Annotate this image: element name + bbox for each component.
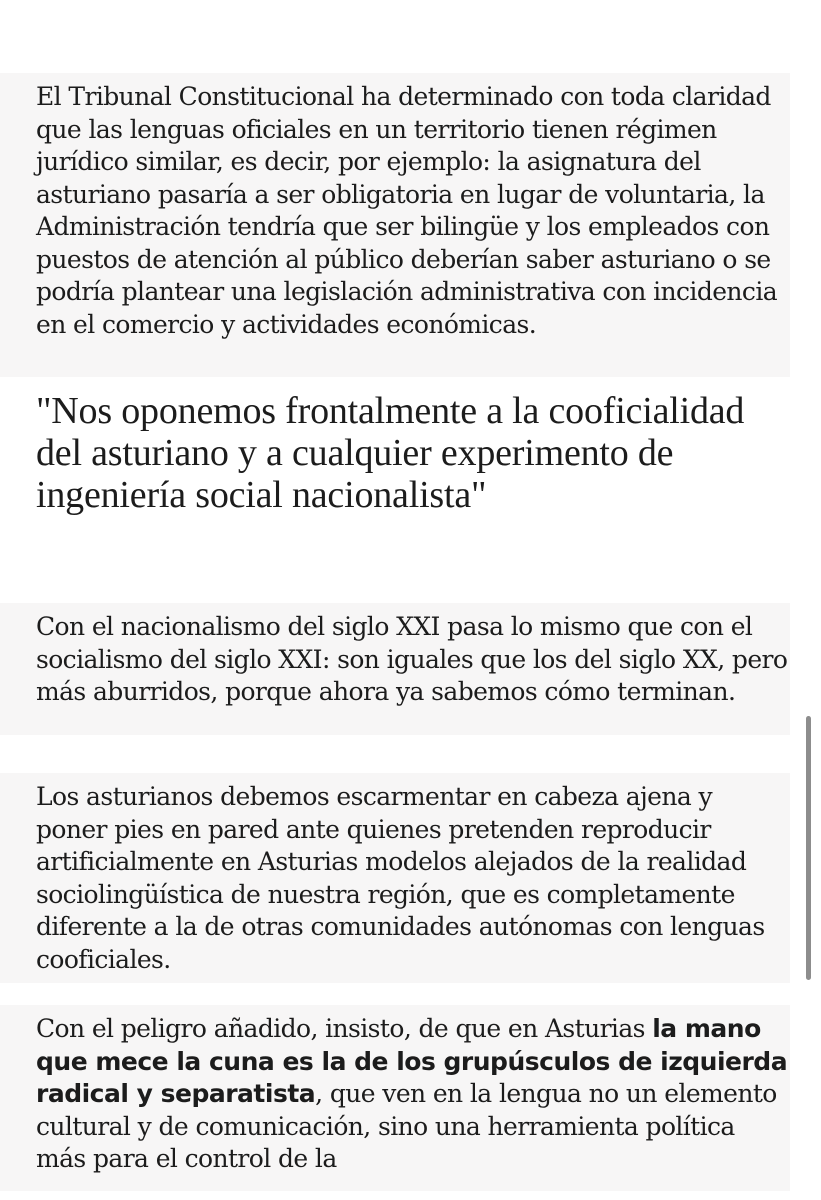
paragraph-nacionalismo-siglo-xxi: Con el nacionalismo del siglo XXI pasa lo mismo que con el socialismo del siglo XXI: son iguales que los del siglo XX, pero más aburridos, porque ahora ya sabemos cómo terminan. — [0, 603, 790, 735]
paragraph-lead-text: Con el peligro añadido, insisto, de que en Asturias — [36, 1014, 653, 1043]
bold-emphasis-text: la mano que mece la cuna es la de los grupúsculos de izquierda radical y separatista — [36, 1014, 788, 1108]
paragraph-tail-text: , que ven en la lengua no un elemento cultural y de comunicación, sino una herramienta política más para el control de la — [36, 1079, 777, 1173]
vertical-scrollbar-thumb[interactable] — [806, 716, 811, 980]
paragraph-tribunal-constitucional: El Tribunal Constitucional ha determinado con toda claridad que las lenguas oficiales en un territorio tienen régimen jurídico similar, es decir, por ejemplo: la asignatura del asturiano pasaría a ser obligatoria en lugar de voluntaria, la Administración tendría que ser bilingüe y los empleados con puestos de atención al público deberían saber asturiano o se podría plantear una legislación administrativa con incidencia en el comercio y actividades económicas. — [0, 73, 790, 377]
pull-quote: "Nos oponemos frontalmente a la cooficialidad del asturiano y a cualquier experimento de ingeniería social nacionalista" — [36, 390, 745, 516]
paragraph-peligro-anadido — [0, 1005, 790, 1191]
paragraph-asturianos-escarmentar: Los asturianos debemos escarmentar en cabeza ajena y poner pies en pared ante quienes pretenden reproducir artificialmente en Asturias modelos alejados de la realidad sociolingüística de nuestra región, que es completamente diferente a la de otras comunidades autónomas con lenguas cooficiales. — [0, 773, 790, 983]
